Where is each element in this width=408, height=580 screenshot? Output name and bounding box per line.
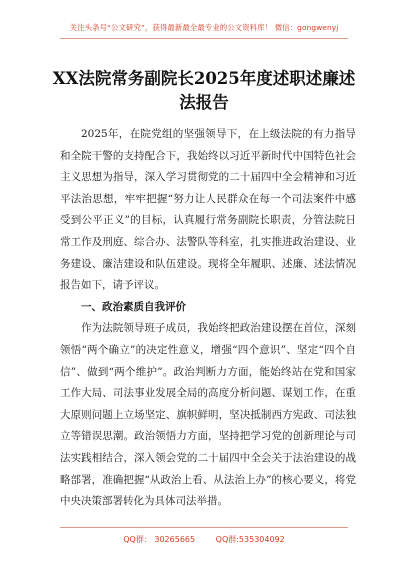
footer — [0, 534, 408, 545]
section-heading: 一、政治素质自我评价 — [81, 300, 186, 313]
footer-qq-group-2: QQ群:535304092 — [215, 535, 285, 544]
header-divider — [60, 38, 348, 39]
intro-paragraph: 2025年，在院党组的坚强领导下，在上级法院的有力指导和全院干警的支持配合下，我始终以习近平新时代中国特色社会主义思想为指导，深入学习贯彻党的二十届四中全会精神和习近平法治思想，牢牢把握“努力让人民群众在每一个司法案件中感受到公平正义”的目标，认真履行常务副院长职责，分管法院日常工作及刑庭、综合办、法警队等科室，扎实推进政治建设、业务建设、廉洁建设和队伍建设。现将全年履职、述廉、述法情况报告如下，请予评议。 — [60, 128, 356, 292]
document-title: XX法院常务副院长2025年度述职述廉述法报告 — [52, 69, 356, 112]
header-banner: 关注头条号“公文研究”，获得最新最全最专业的公文资料库！ 微信：gongwenyj — [69, 23, 339, 32]
footer-divider — [60, 527, 348, 528]
footer-qq-group-1: QQ群： 30265665 — [123, 535, 196, 544]
section-paragraph: 作为法院领导班子成员，我始终把政治建设摆在首位，深刻领悟“两个确立”的决定性意义，增强“四个意识”、坚定“四个自信”、做到“两个维护”。政治判断力方面，能始终站在党和国家工作大局、司法事业发展全局的高度分析问题、谋划工作，在重大原则问题上立场坚定、旗帜鲜明，坚决抵制西方宪政、司法独立等错误思潮。政治领悟力方面，坚持把学习党的创新理论与司法实践相结合，深入领会党的二十届四中全会关于法治建设的战略部署，准确把握“从政治上看、从法治上办”的核心要义，将党中央决策部署转化为具体司法举措。 — [60, 322, 356, 508]
document-body — [60, 124, 356, 513]
